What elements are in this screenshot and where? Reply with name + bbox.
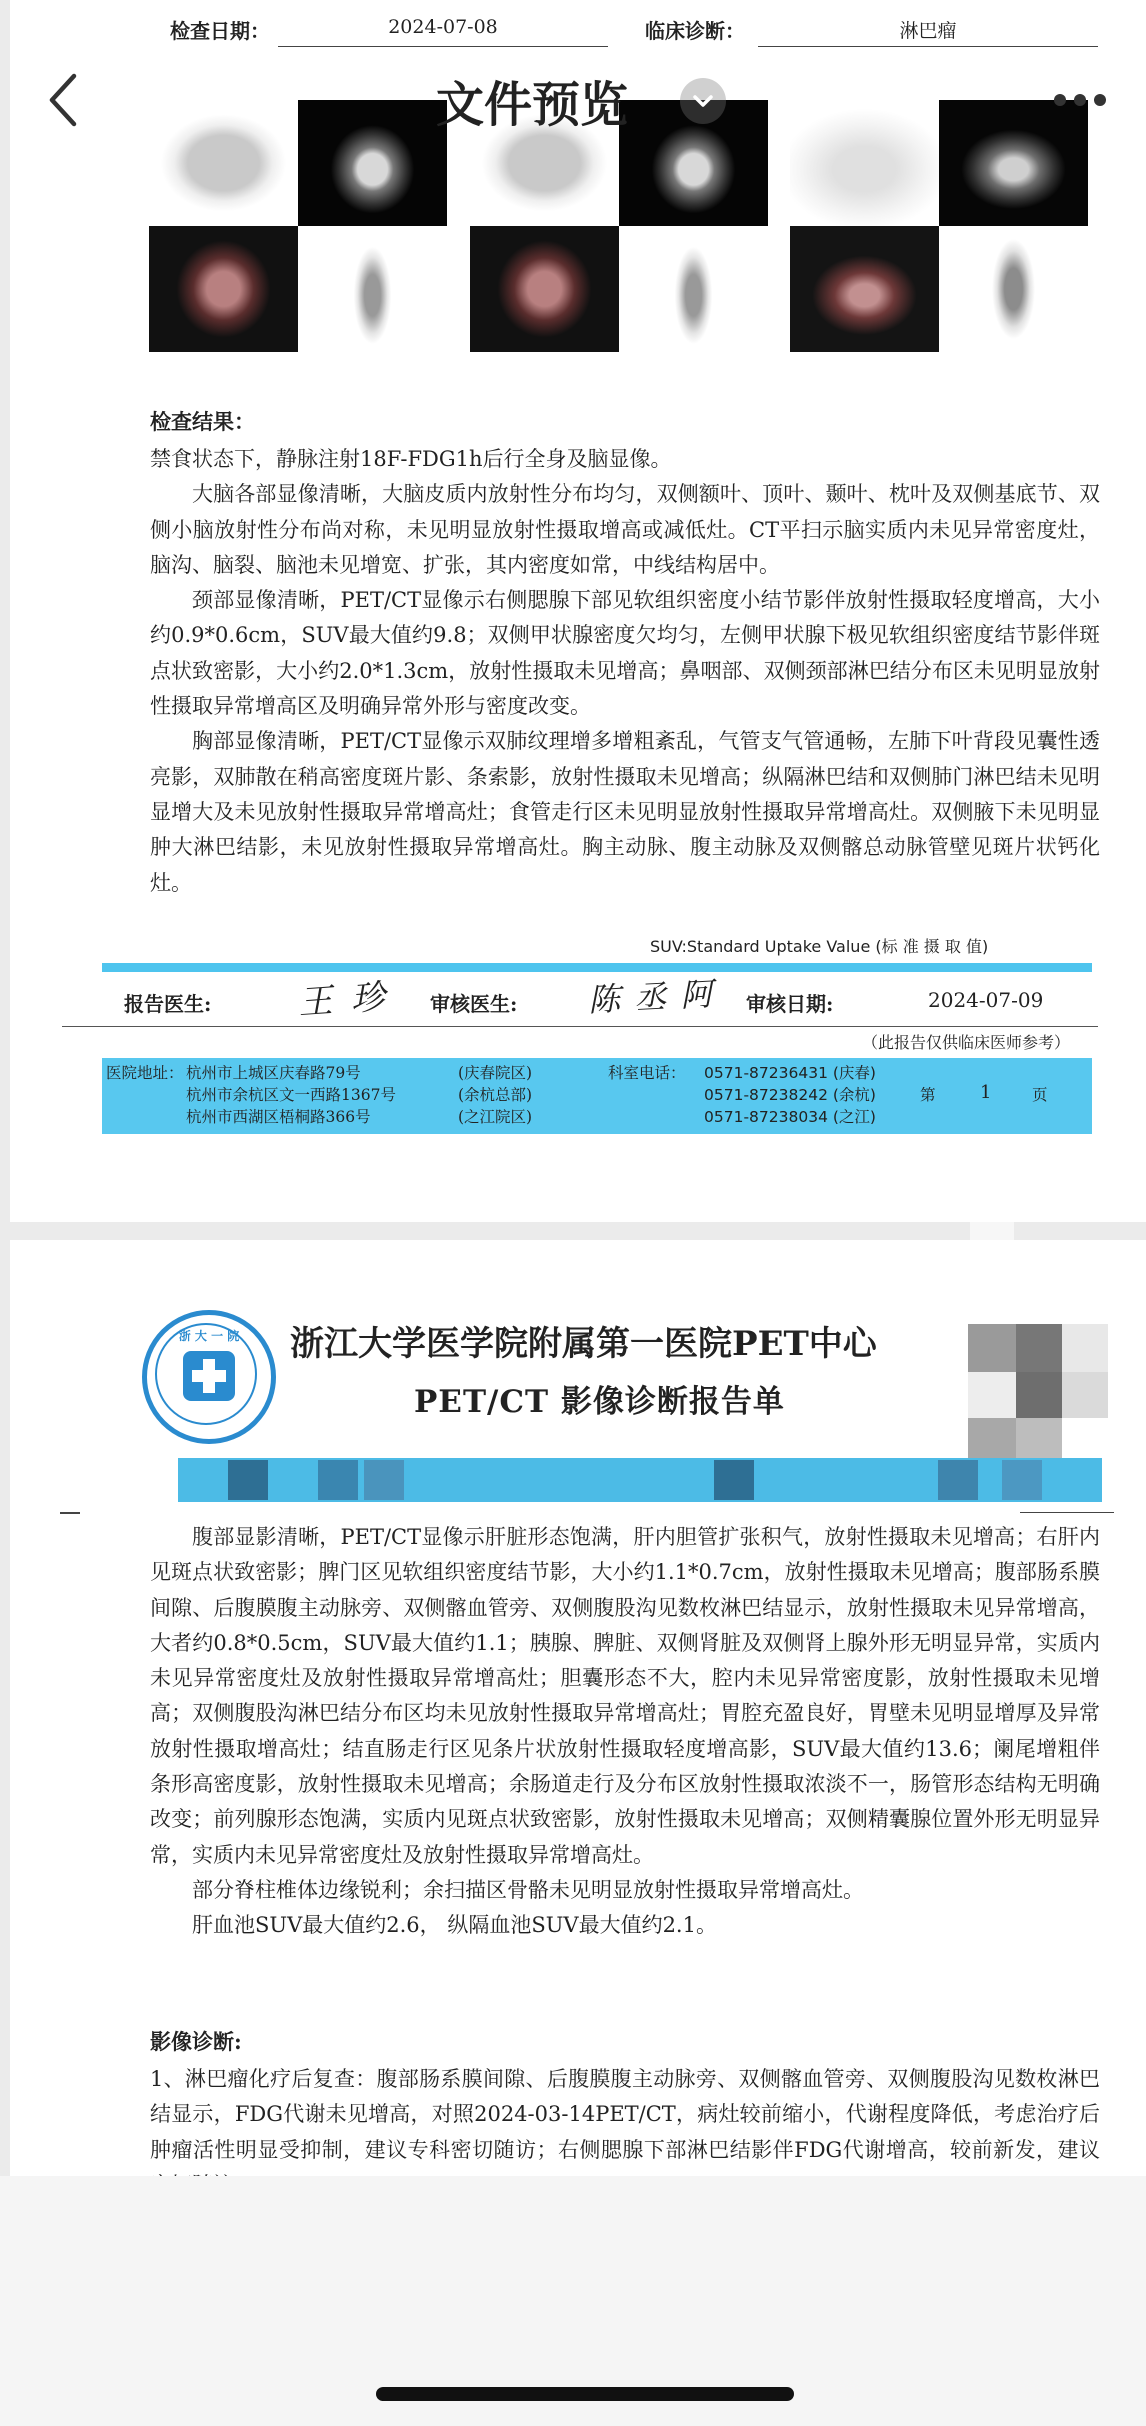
left-rule [60, 1512, 80, 1514]
review-date-label: 审核日期: [746, 992, 834, 1016]
reporter-label: 报告医生: [124, 992, 212, 1016]
report-page-2 [10, 1240, 1146, 2176]
signature-rule [62, 1026, 1098, 1027]
campus-name: (庆春院区) [458, 1064, 533, 1082]
phone-number: 0571-87238034 (之江) [704, 1108, 876, 1126]
redacted-qr-area [968, 1324, 1110, 1474]
diagnosis-paragraph: 1、淋巴瘤化疗后复查：腹部肠系膜间隙、后腹膜腹主动脉旁、双侧髂血管旁、双侧腹股沟见数枚淋巴结显示，FDG代谢未见增高，对照2024-03-14PET/CT，病灶较前缩小，代谢程度降低，考虑治疗后肿瘤活性明显受抑制，建议专科密切随访；右侧腮腺下部淋巴结影伴FDG代谢增高，较前新发，建议 [150, 2067, 1100, 2162]
right-rule [1020, 1512, 1114, 1513]
pet-ct-image-1[interactable] [149, 100, 447, 352]
home-indicator[interactable] [376, 2387, 794, 2401]
exam-date-value: 2024-07-08 [278, 16, 608, 47]
results-paragraph: 大脑各部显像清晰，大脑皮质内放射性分布均匀，双侧额叶、顶叶、颞叶、枕叶及双侧基底节、双侧小脑放射性分布尚对称，未见明显放射性摄取增高或减低灶。CT平扫示脑实质内未见异常密度灶，脑沟、脑裂、脑池未见增宽、扩张，其内密度如常，中线结构居中。 [150, 482, 1100, 577]
address-line: 杭州市余杭区文一西路1367号 [186, 1086, 396, 1104]
phone-number: 0571-87236431 (庆春) [704, 1064, 876, 1082]
address-line: 杭州市西湖区梧桐路366号 [186, 1108, 371, 1126]
results-body-2 [150, 1520, 1100, 1944]
campus-name: (余杭总部) [458, 1086, 533, 1104]
page-suffix: 页 [1032, 1086, 1048, 1104]
redacted-patient-info-bar [178, 1458, 1102, 1502]
reporter-signature: 王 珍 [296, 976, 391, 1024]
review-date-value: 2024-07-09 [928, 988, 1044, 1012]
logo-text: 浙 大 一 院 [178, 1329, 240, 1343]
results-paragraph: 肝血池SUV最大值约2.6， 纵隔血池SUV最大值约2.1。 [192, 1913, 717, 1938]
suv-note: SUV:Standard Uptake Value (标 准 摄 取 值) [650, 937, 989, 956]
phone-label: 科室电话： [608, 1064, 686, 1082]
results-paragraph: 部分脊柱椎体边缘锐利；余扫描区骨骼未见明显放射性摄取异常增高灶。 [192, 1877, 864, 1902]
diagnosis-value: 淋巴瘤 [758, 16, 1098, 47]
scroll-indicator[interactable] [970, 1222, 1014, 1240]
address-label: 医院地址： [106, 1064, 184, 1082]
report-title: PET/CT 影像诊断报告单 [414, 1384, 785, 1420]
hospital-logo [142, 1310, 276, 1444]
more-options-icon[interactable] [1052, 92, 1112, 108]
back-chevron-icon[interactable] [44, 70, 84, 130]
exam-date-label: 检查日期： [170, 19, 270, 43]
results-body [150, 442, 1100, 901]
divider-bar [102, 963, 1092, 972]
phone-number: 0571-87238242 (余杭) [704, 1086, 876, 1104]
reviewer-label: 审核医生: [430, 992, 518, 1016]
hospital-name: 浙江大学医学院附属第一医院PET中心 [290, 1324, 877, 1364]
page-title: 文件预览 [436, 77, 629, 133]
page-number: 1 [980, 1082, 992, 1103]
hospital-footer [102, 1058, 1092, 1134]
reviewer-signature: 陈 丞 阿 [587, 974, 716, 1020]
campus-name: (之江院区) [458, 1108, 533, 1126]
diagnosis-label: 临床诊断： [645, 19, 745, 43]
results-paragraph: 颈部显像清晰，PET/CT显像示右侧腮腺下部见软组织密度小结节影伴放射性摄取轻度增高，大小约0.9*0.6cm，SUV最大值约9.8；双侧甲状腺密度欠均匀，左侧甲状腺下极见软组织密度结节影伴斑点状致密影，大小约2.0*1.3cm，放射性摄取未见增高；鼻咽部、双侧颈部淋巴结分布区未见明显放射性摄取异常增高区及明确异常外形与密度改变。 [150, 588, 1100, 719]
address-line: 杭州市上城区庆春路79号 [186, 1064, 361, 1082]
results-paragraph: 禁食状态下，静脉注射18F-FDG1h后行全身及脑显像。 [150, 447, 672, 471]
reference-note: （此报告仅供临床医师参考） [862, 1033, 1071, 1052]
results-paragraph: 胸部显像清晰，PET/CT显像示双肺纹理增多增粗紊乱，气管支气管通畅，左肺下叶背段见囊性透亮影，双肺散在稍高密度斑片影、条索影，放射性摄取未见增高；纵隔淋巴结和双侧肺门淋巴结未见明显增大及未见放射性摄取异常增高灶；食管走行区未见明显放射性摄取异常增高灶。双侧腋下未见明显肿大淋巴结影，未见放射性摄取异常增高灶。胸主动脉、腹主动脉及双侧髂总动脉管壁见斑片状钙化灶。 [150, 729, 1100, 895]
page-prefix: 第 [920, 1086, 936, 1104]
pet-ct-image-3[interactable] [790, 100, 1088, 352]
results-title: 检查结果： [150, 409, 255, 434]
results-paragraph: 腹部显影清晰，PET/CT显像示肝脏形态饱满，肝内胆管扩张积气，放射性摄取未见增高；右肝内见斑点状致密影；脾门区见软组织密度结节影，大小约1.1*0.7cm，放射性摄取未见增高；腹部肠系膜间隙、后腹膜腹主动脉旁、双侧髂血管旁、双侧腹股沟见数枚淋巴结显示，放射性摄取未见异常增高，大者约0.8*0.5cm，SUV最大值约1.1；胰腺、脾脏、双侧肾脏及双侧肾上腺外形无明显异常，实质内未见异常密度灶及放射性摄取异常增高灶；胆囊形态不大，腔内未见异常密度影，放射性摄取未见增高；双侧腹股沟淋巴结分布区均未见放射性摄取异常增高灶；胃腔充盈良好，胃壁未见明显增厚及异常放射性摄取增高灶；结直肠走行区见条片状放射性摄取轻度增高影，SUV最大值约13.6；阑尾增粗伴条形高密度影，放射性摄取未见增高；余肠道走行及分布区放射性摄取浓淡不一，肠管形态结构无明确改变；前列腺形态饱满，实质内见斑点状致密影，放射性摄取未见增高；双侧精囊腺位置外形无明显异常，实质内未见异常密度灶及放射性摄取异常增高灶。 [150, 1525, 1100, 1867]
dropdown-chevron-icon[interactable] [680, 78, 726, 124]
diagnosis-title: 影像诊断: [150, 2029, 242, 2054]
report-page-1 [10, 0, 1146, 1222]
diagnosis-body [150, 2062, 1100, 2176]
pet-ct-image-2[interactable] [470, 100, 768, 352]
